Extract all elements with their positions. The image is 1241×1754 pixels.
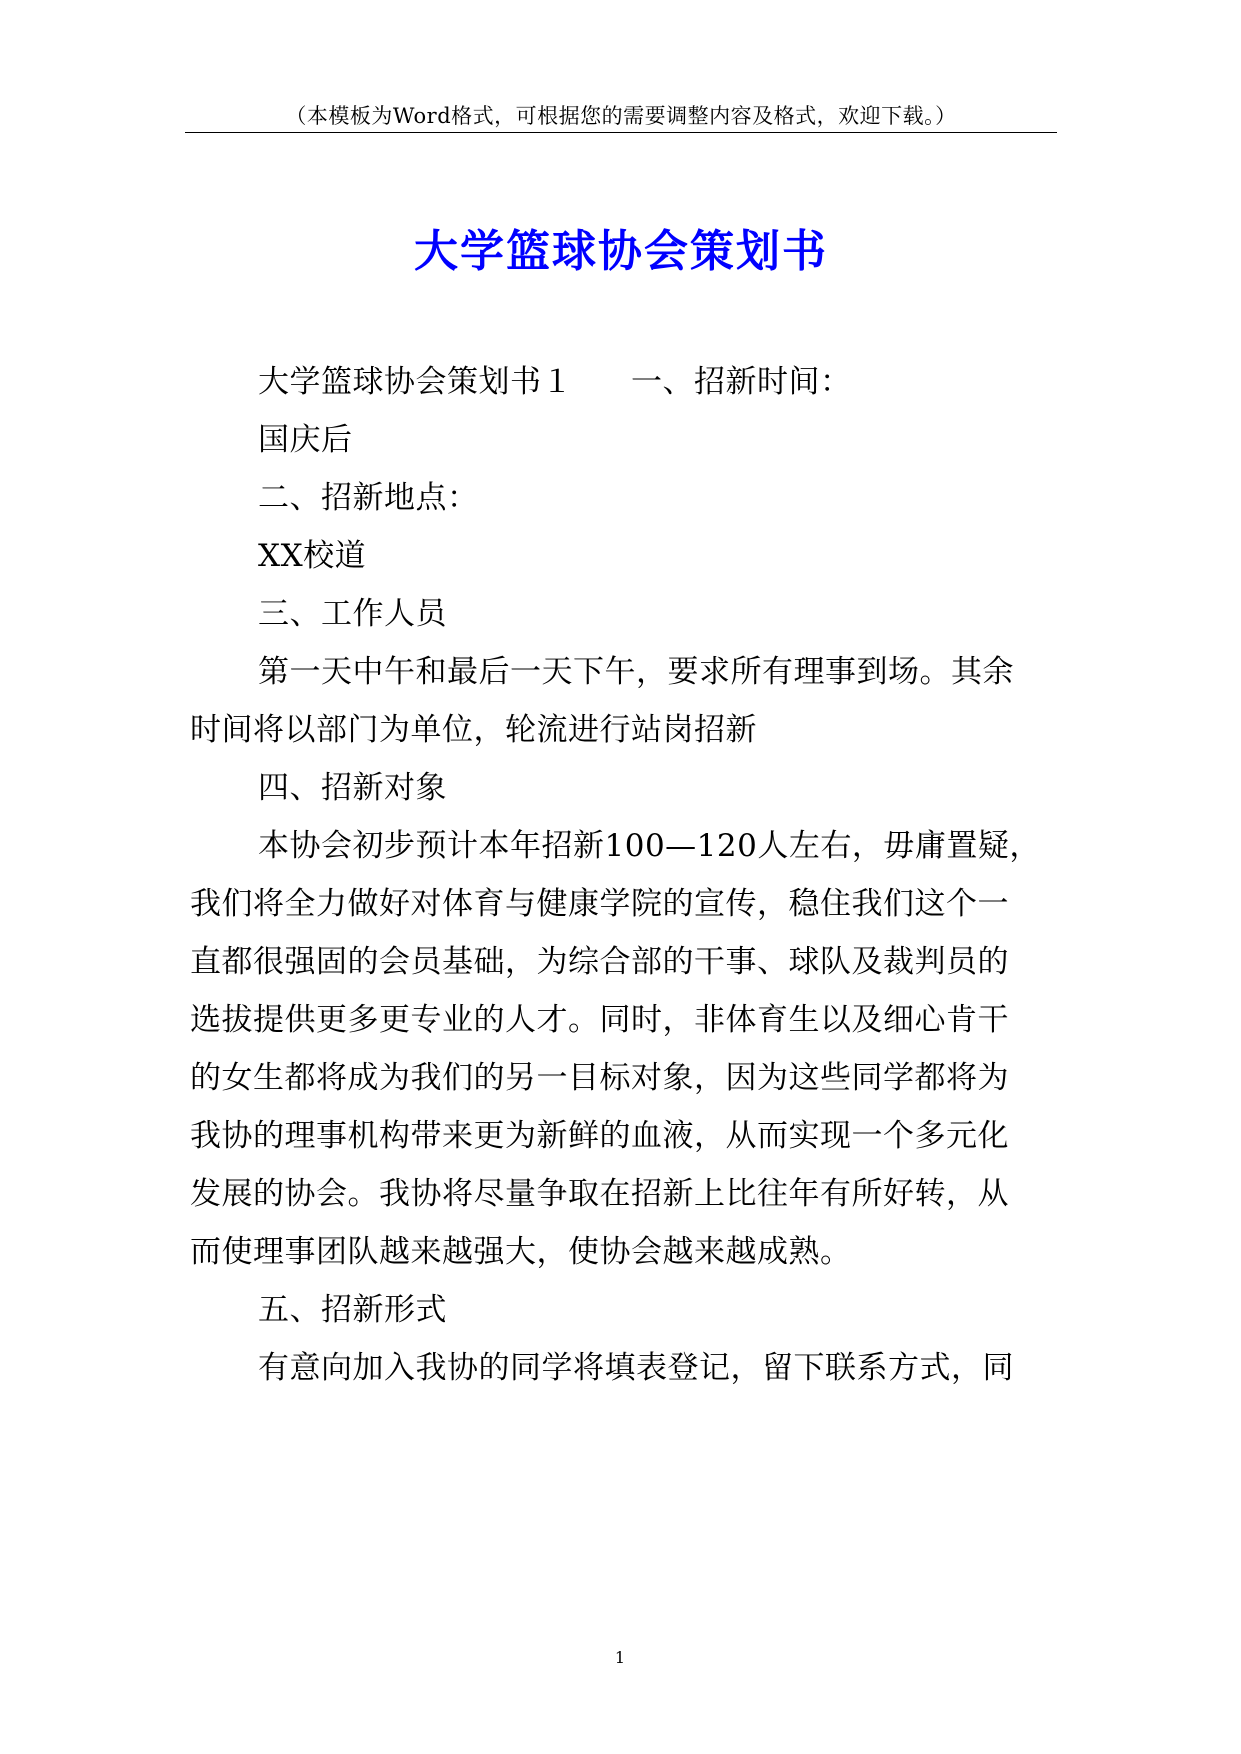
section-heading-inline: 大学篮球协会策划书１	[258, 364, 573, 400]
paragraph-line: 我协的理事机构带来更为新鲜的血液，从而实现一个多元化	[190, 1118, 1009, 1154]
paragraph-line: 发展的协会。我协将尽量争取在招新上比往年有所好转，从	[190, 1176, 1009, 1212]
paragraph-line: 国庆后	[258, 422, 353, 458]
paragraph-line: XX校道	[258, 538, 367, 574]
paragraph-line	[258, 362, 852, 402]
header-divider	[185, 132, 1057, 133]
section-heading: 四、招新对象	[258, 770, 447, 806]
section-heading: 二、招新地点：	[258, 480, 479, 516]
paragraph-line: 而使理事团队越来越强大，使协会越来越成熟。	[190, 1234, 852, 1270]
paragraph-line: 直都很强固的会员基础，为综合部的干事、球队及裁判员的	[190, 944, 1009, 980]
template-note: （本模板为Word格式，可根据您的需要调整内容及格式，欢迎下载。）	[285, 104, 957, 128]
section-heading: 五、招新形式	[258, 1292, 447, 1328]
section-heading: 一、招新时间：	[631, 364, 852, 400]
paragraph-line: 我们将全力做好对体育与健康学院的宣传，稳住我们这个一	[190, 886, 1009, 922]
page-number: 1	[614, 1648, 626, 1667]
paragraph-line: 的女生都将成为我们的另一目标对象，因为这些同学都将为	[190, 1060, 1009, 1096]
document-title: 大学篮球协会策划书	[414, 226, 828, 277]
paragraph-line: 时间将以部门为单位，轮流进行站岗招新	[190, 712, 757, 748]
paragraph-line: 第一天中午和最后一天下午，要求所有理事到场。其余	[258, 654, 1014, 690]
paragraph-line: 本协会初步预计本年招新100—120人左右，毋庸置疑，	[258, 828, 1041, 864]
paragraph-line: 有意向加入我协的同学将填表登记，留下联系方式，同	[258, 1350, 1014, 1386]
paragraph-line: 选拔提供更多更专业的人才。同时，非体育生以及细心肯干	[190, 1002, 1009, 1038]
section-heading: 三、工作人员	[258, 596, 447, 632]
